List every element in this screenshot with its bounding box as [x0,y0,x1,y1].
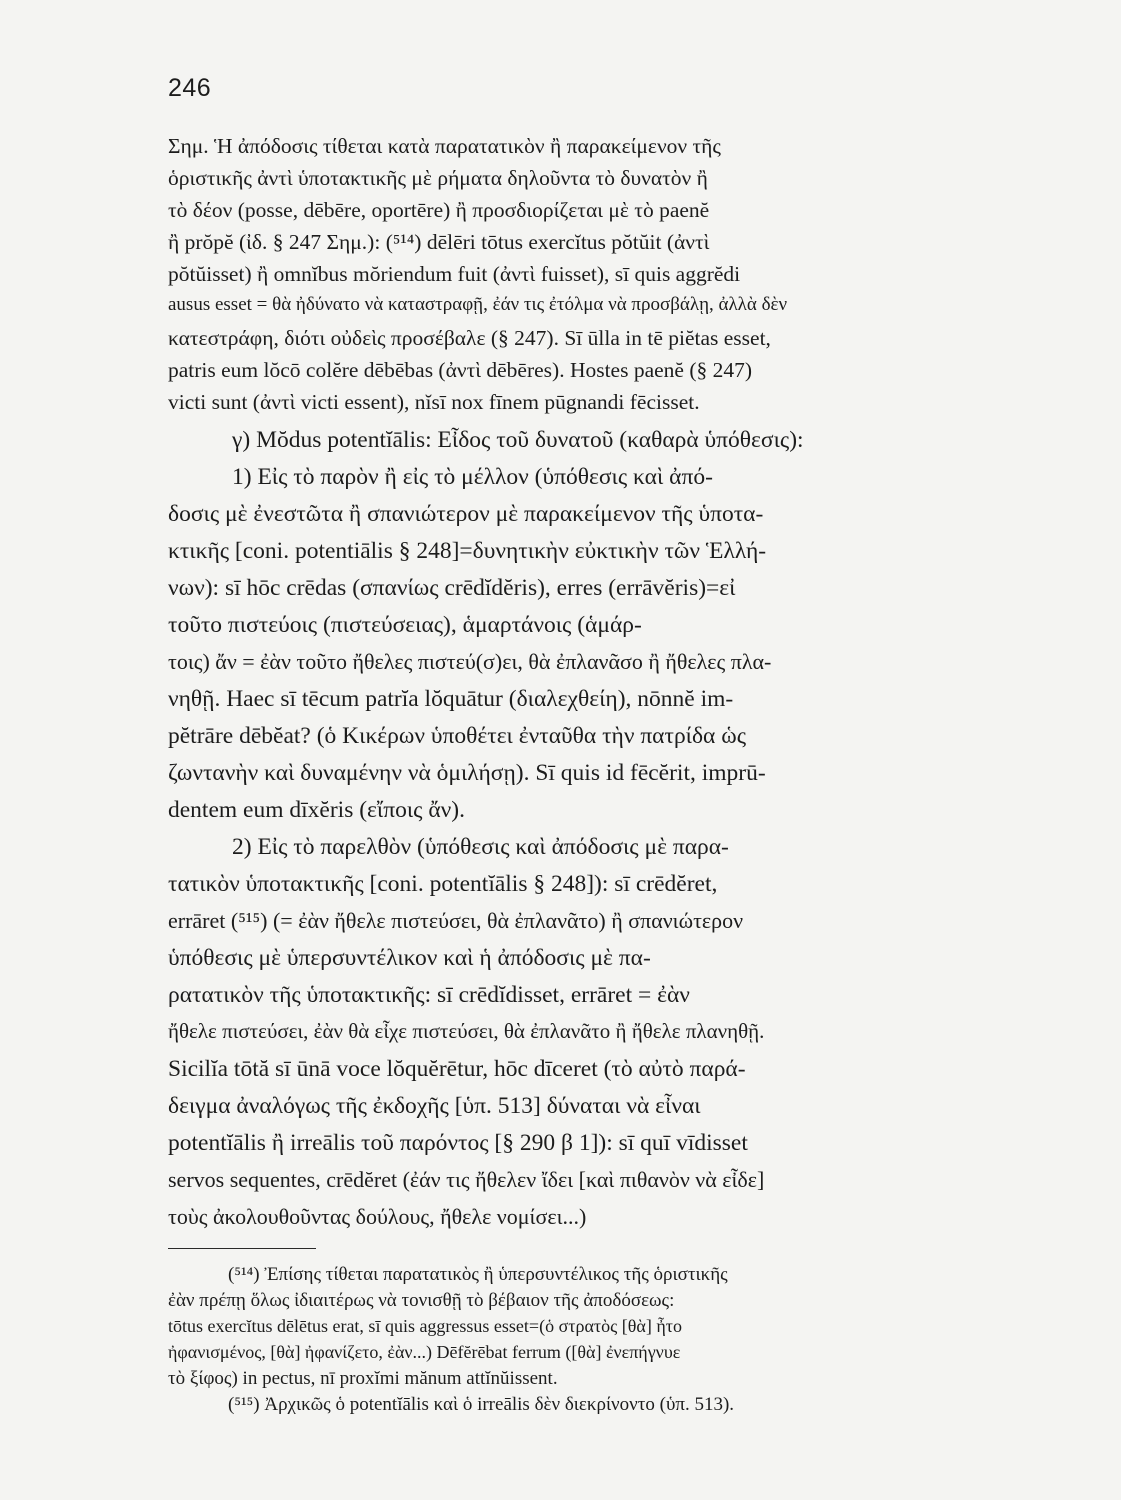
main-line: τοῦτο πιστεύοις (πιστεύσειας), ἁμαρτάνοις (ἁμάρ- [168,612,642,638]
main-line: Sicilĭa tōtă sī ūnā voce lŏquĕrētur, hōc dīceret (τὸ αὐτὸ παρά- [168,1056,746,1082]
main-line: δοσις μὲ ἐνεστῶτα ἢ σπανιώτερον μὲ παρακείμενον τῆς ὑποτα- [168,501,764,527]
footnote-line: (⁵¹⁴) Ἐπίσης τίθεται παρατατικὸς ἢ ὑπερσυντέλικος τῆς ὁριστικῆς [228,1264,728,1285]
footnote-line: ἐὰν πρέπῃ ὅλως ἰδιαιτέρως νὰ τονισθῇ τὸ βέβαιον τῆς ἀποδόσεως: [168,1290,675,1311]
page-number: 246 [168,74,212,102]
footnote-divider [168,1248,316,1249]
main-line: dentem eum dīxĕris (εἴποις ἄν). [168,797,465,823]
main-line: ρατατικὸν τῆς ὑποτακτικῆς: sī crēdĭdisset, errāret = ἐὰν [168,982,690,1008]
main-line: servos sequentes, crēdĕret (ἐάν τις ἤθελεν ἴδει [καὶ πιθανὸν νὰ εἶδε] [168,1167,765,1192]
main-line: 2) Εἰς τὸ παρελθὸν (ὑπόθεσις καὶ ἀπόδοσις μὲ παρα- [232,834,729,860]
main-line: errāret (⁵¹⁵) (= ἐὰν ἤθελε πιστεύσει, θὰ ἐπλανᾶτο) ἢ σπανιώτερον [168,908,744,933]
footnote-line: tōtus exercĭtus dēlētus erat, sī quis aggressus esset=(ὁ στρατὸς [θὰ] ἦτο [168,1316,682,1336]
section-heading: γ) Mŏdus potentĭālis: Εἶδος τοῦ δυνατοῦ (καθαρὰ ὑπόθεσις): [232,427,804,453]
note-line: patris eum lŏcō colĕre dēbēbas (ἀντὶ dēbēres). Hostes paenĕ (§ 247) [168,358,753,382]
main-line: νων): sī hōc crēdas (σπανίως crēdĭdĕris), erres (errāvĕris)=εἰ [168,575,736,601]
main-line: τοὺς ἀκολουθοῦντας δούλους, ἤθελε νομίσει...) [168,1204,587,1229]
note-line: κατεστράφη, διότι οὐδεὶς προσέβαλε (§ 247). Sī ūlla in tē piĕtas esset, [168,326,771,350]
note-line: τὸ δέον (posse, dēbēre, oportēre) ἢ προσδιορίζεται μὲ τὸ paenĕ [168,198,710,222]
main-line: ὑπόθεσις μὲ ὑπερσυντέλικον καὶ ἡ ἀπόδοσις μὲ πα- [168,945,651,971]
note-line: ausus esset = θὰ ἠδύνατο νὰ καταστραφῇ, ἐάν τις ἐτόλμα νὰ προσβάλῃ, ἀλλὰ δὲν [168,294,788,315]
footnote-line: τὸ ξίφος) in pectus, nī proxĭmi mănum attĭnŭissent. [168,1368,558,1389]
main-line: potentĭālis ἢ irreālis τοῦ παρόντος [§ 290 β 1]): sī quī vīdisset [168,1130,748,1156]
main-line: ἤθελε πιστεύσει, ἐὰν θὰ εἶχε πιστεύσει, θὰ ἐπλανᾶτο ἢ ἤθελε πλανηθῇ. [168,1019,765,1043]
main-line: pĕtrāre dēbĕat? (ὁ Κικέρων ὑποθέτει ἐνταῦθα τὴν πατρίδα ὡς [168,723,747,749]
note-line: pŏtŭisset) ἢ omnĭbus mŏriendum fuit (ἀντὶ fuisset), sī quis aggrĕdi [168,262,741,286]
note-line: ἢ prŏpĕ (ἰδ. § 247 Σημ.): (⁵¹⁴) dēlēri tōtus exercĭtus pŏtŭit (ἀντὶ [168,230,710,254]
main-line: 1) Εἰς τὸ παρὸν ἢ εἰς τὸ μέλλον (ὑπόθεσις καὶ ἀπό- [232,464,713,490]
footnote-line: ἠφανισμένος, [θὰ] ἠφανίζετο, ἐὰν...) Dēfĕrēbat ferrum ([θὰ] ἐνεπήγνυε [168,1342,681,1362]
main-line: τατικὸν ὑποτακτικῆς [coni. potentĭālis § 248]): sī crēdĕret, [168,871,718,897]
note-line: victi sunt (ἀντὶ victi essent), nĭsī nox fīnem pūgnandi fēcisset. [168,390,700,414]
footnote-line: (⁵¹⁵) Ἀρχικῶς ὁ potentĭālis καὶ ὁ irreālis δὲν διεκρίνοντο (ὑπ. 513). [228,1394,735,1415]
main-line: κτικῆς [coni. potentiālis § 248]=δυνητικὴν εὐκτικὴν τῶν Ἑλλή- [168,538,767,564]
main-line: δειγμα ἀναλόγως τῆς ἐκδοχῆς [ὑπ. 513] δύναται νὰ εἶναι [168,1093,701,1119]
main-line: ζωντανὴν καὶ δυναμένην νὰ ὁμιλήσῃ). Sī quis id fēcĕrit, imprū- [168,760,766,786]
note-line: ὁριστικῆς ἀντὶ ὑποτακτικῆς μὲ ρήματα δηλοῦντα τὸ δυνατὸν ἢ [168,166,708,190]
main-line: νηθῇ. Haec sī tēcum patrĭa lŏquātur (διαλεχθείη), nōnnĕ im- [168,686,734,712]
note-line: Σημ. Ἡ ἀπόδοσις τίθεται κατὰ παρατατικὸν ἢ παρακείμενον τῆς [168,134,721,158]
main-line: τοις) ἄν = ἐὰν τοῦτο ἤθελες πιστεύ(σ)ει, θὰ ἐπλανᾶσο ἢ ἤθελες πλα- [168,649,772,674]
